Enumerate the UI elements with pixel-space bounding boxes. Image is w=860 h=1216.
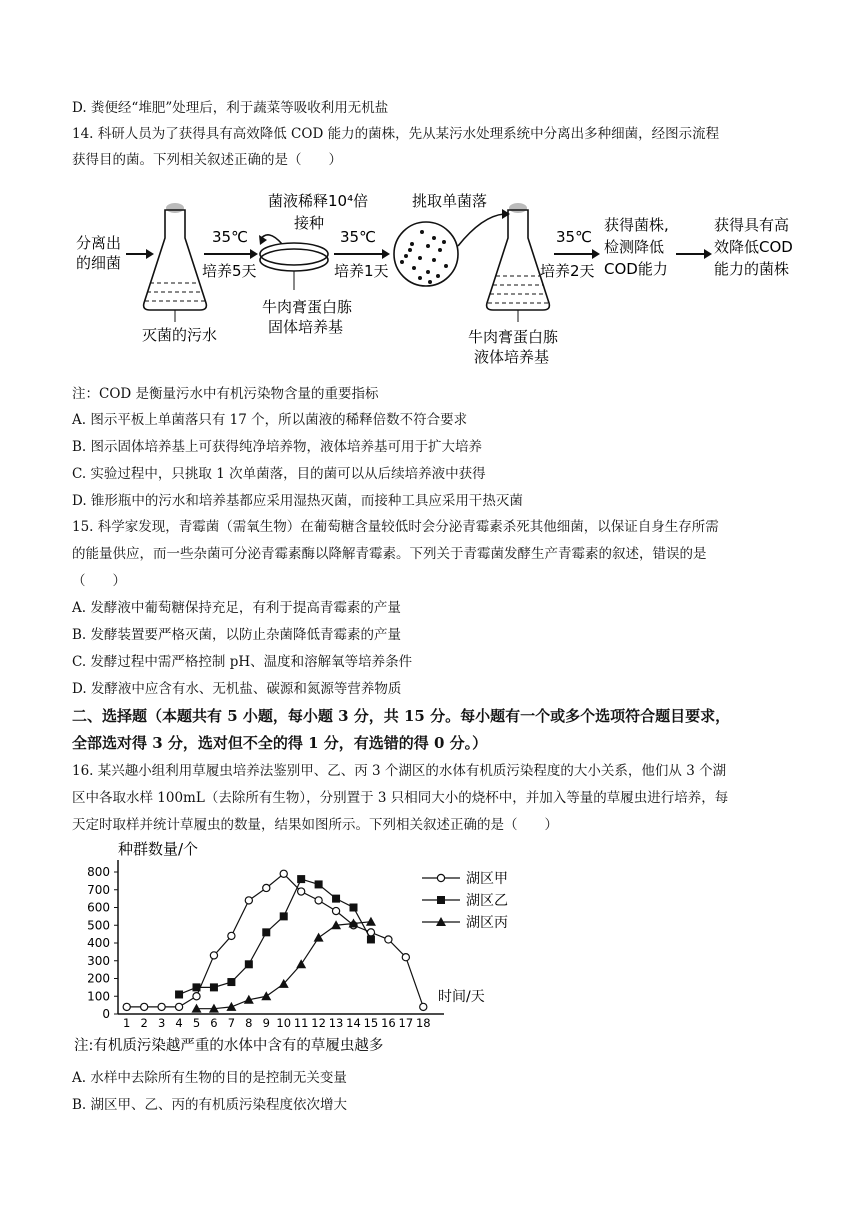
q14-note: 注：COD 是衡量污水中有机污染物含量的重要指标 — [72, 386, 379, 402]
y-tick-label: 700 — [87, 882, 110, 897]
start-label-line2: 的细菌 — [76, 254, 122, 272]
chart-legend — [422, 871, 508, 931]
chart-note: 注:有机质污染越严重的水体中含有的草履虫越多 — [74, 1038, 384, 1054]
legend-marker — [437, 896, 445, 904]
chart-xlabel: 时间/天 — [438, 989, 485, 1005]
y-tick-label: 800 — [87, 865, 110, 879]
data-point — [123, 1003, 130, 1010]
data-point — [350, 904, 358, 912]
x-tick-label: 11 — [293, 1016, 309, 1030]
q14-option-c: C. 实验过程中，只挑取 1 次单菌落，目的菌可以从后续培养液中获得 — [72, 466, 486, 482]
result-2-line1: 获得具有高 — [714, 216, 790, 234]
result-2-line2: 效降低COD — [714, 238, 793, 256]
chart-ylabel: 种群数量/个 — [118, 840, 199, 858]
x-tick-label: 9 — [262, 1016, 270, 1030]
x-tick-label: 7 — [227, 1016, 236, 1030]
x-tick-label: 14 — [346, 1016, 361, 1030]
x-tick-label: 18 — [415, 1016, 431, 1030]
x-tick-label: 8 — [245, 1016, 253, 1030]
step-3-temp: 35℃ — [556, 228, 592, 246]
data-point — [262, 928, 270, 936]
q16-option-b: B. 湖区甲、乙、丙的有机质污染程度依次增大 — [72, 1097, 348, 1113]
data-point — [366, 917, 376, 926]
q15-option-c: C. 发酵过程中需严格控制 pH、温度和溶解氧等培养条件 — [72, 654, 413, 670]
pick-colony-label: 挑取单菌落 — [412, 192, 488, 210]
series-3 — [192, 917, 376, 1013]
q14-option-b: B. 图示固体培养基上可获得纯净培养物，液体培养基可用于扩大培养 — [72, 439, 483, 455]
data-point — [227, 978, 235, 986]
dilution-label-line2: 接种 — [294, 214, 325, 232]
data-point — [420, 1003, 427, 1010]
x-tick-label: 12 — [311, 1016, 326, 1030]
flask-2-label-line2: 液体培养基 — [474, 348, 550, 366]
series-line — [179, 879, 371, 994]
x-tick-label: 15 — [363, 1016, 379, 1030]
data-point — [226, 1002, 236, 1011]
data-point — [332, 895, 340, 903]
colony-plate-icon — [394, 222, 458, 286]
data-point — [193, 983, 201, 991]
data-point — [297, 875, 305, 883]
q15-option-b: B. 发酵装置要严格灭菌，以防止杂菌降低青霉素的产量 — [72, 627, 402, 643]
data-point — [228, 932, 235, 939]
dilution-label-line1: 菌液稀释10⁴倍 — [268, 192, 369, 210]
result-1-line3: COD能力 — [604, 260, 668, 278]
data-point — [332, 907, 339, 914]
data-point — [367, 935, 375, 943]
flask-1-label: 灭菌的污水 — [142, 326, 218, 344]
step-2-temp: 35℃ — [340, 228, 376, 246]
q15-option-d: D. 发酵液中应含有水、无机盐、碳源和氮源等营养物质 — [72, 681, 402, 697]
transfer-arrow — [458, 214, 504, 246]
data-point — [210, 983, 218, 991]
q14-option-a: A. 图示平板上单菌落只有 17 个，所以菌液的稀释倍数不符合要求 — [72, 412, 468, 428]
x-tick-label: 6 — [210, 1016, 218, 1030]
q14-option-d: D. 锥形瓶中的污水和培养基都应采用湿热灭菌，而接种工具应采用干热灭菌 — [72, 493, 523, 509]
data-point — [245, 960, 253, 968]
q16-stem-line2: 区中各取水样 100mL（去除所有生物），分别置于 3 只相同大小的烧杯中，并加入等量的草履虫进行培养，每 — [72, 790, 729, 806]
plate-label-line2: 固体培养基 — [268, 318, 344, 336]
flask-1-icon — [144, 203, 207, 322]
q15-stem-line3: （ ） — [72, 573, 126, 589]
chart-series — [123, 870, 427, 1013]
q14-stem-line1: 14. 科研人员为了获得具有高效降低 COD 能力的菌株，先从某污水处理系统中分离出多种细菌，经图示流程 — [72, 126, 720, 142]
data-point — [402, 954, 409, 961]
chart-axes — [118, 860, 444, 1014]
series-2 — [175, 875, 375, 998]
step-2-time: 培养1天 — [334, 262, 389, 280]
series-line — [127, 874, 424, 1007]
legend-label: 湖区乙 — [466, 893, 508, 909]
step-1-temp: 35℃ — [212, 228, 248, 246]
data-point — [315, 897, 322, 904]
x-tick-label: 16 — [381, 1016, 396, 1030]
data-point — [193, 993, 200, 1000]
chart-y-ticks — [87, 865, 118, 1021]
q13-option-d: D. 粪便经“堆肥”处理后，利于蔬菜等吸收利用无机盐 — [72, 100, 389, 116]
step-1-time: 培养5天 — [202, 262, 257, 280]
plate-label-line1: 牛肉膏蛋白胨 — [262, 298, 353, 316]
q14-stem-line2: 获得目的菌。下列相关叙述正确的是（ ） — [72, 152, 342, 168]
y-tick-label: 600 — [87, 900, 110, 915]
x-tick-label: 4 — [175, 1016, 183, 1030]
q15-stem-line2: 的能量供应，而一些杂菌可分泌青霉素酶以降解青霉素。下列关于青霉菌发酵生产青霉素的叙述，错误的是 — [72, 546, 707, 562]
data-point — [280, 912, 288, 920]
start-label-line1: 分离出 — [76, 234, 122, 252]
step-3-time: 培养2天 — [540, 262, 595, 280]
chart-x-ticks — [123, 1016, 431, 1030]
data-point — [314, 933, 324, 942]
data-point — [263, 884, 270, 891]
x-tick-label: 3 — [157, 1016, 166, 1030]
series-line — [197, 922, 371, 1009]
y-tick-label: 300 — [87, 953, 110, 968]
y-tick-label: 200 — [87, 971, 110, 986]
data-point — [158, 1003, 165, 1010]
y-tick-label: 500 — [87, 918, 110, 933]
x-tick-label: 1 — [123, 1016, 131, 1030]
y-tick-label: 0 — [102, 1007, 110, 1021]
section-2-heading-line1: 二、选择题（本题共有 5 小题，每小题 3 分，共 15 分。每小题有一个或多个选项符合题目要求， — [72, 707, 731, 725]
data-point — [296, 959, 306, 968]
data-point — [141, 1003, 148, 1010]
data-point — [280, 870, 287, 877]
x-tick-label: 5 — [192, 1016, 201, 1030]
experiment-flow-diagram — [72, 188, 812, 368]
x-tick-label: 10 — [276, 1016, 292, 1030]
x-tick-label: 17 — [398, 1016, 414, 1030]
data-point — [261, 991, 271, 1000]
petri-dish-icon — [260, 243, 328, 290]
q16-stem-line3: 天定时取样并统计草履虫的数量，结果如图所示。下列相关叙述正确的是（ ） — [72, 817, 558, 833]
y-tick-label: 400 — [87, 936, 110, 950]
data-point — [385, 936, 392, 943]
result-1-line2: 检测降低 — [604, 238, 665, 256]
result-2-line3: 能力的菌株 — [714, 260, 790, 278]
q16-stem-line1: 16. 某兴趣小组利用草履虫培养法鉴别甲、乙、丙 3 个湖区的水体有机质污染程度的大小关系，他们从 3 个湖 — [72, 763, 727, 779]
q15-stem-line1: 15. 科学家发现，青霉菌（需氧生物）在葡萄糖含量较低时会分泌青霉素杀死其他细菌，以保证自身生存所需 — [72, 519, 719, 535]
data-point — [298, 888, 305, 895]
data-point — [175, 990, 183, 998]
population-line-chart — [72, 838, 532, 1058]
data-point — [315, 880, 323, 888]
x-tick-label: 13 — [328, 1016, 344, 1030]
data-point — [175, 1003, 182, 1010]
x-tick-label: 2 — [140, 1016, 148, 1030]
arrow-1-head — [146, 249, 154, 259]
data-point — [245, 897, 252, 904]
legend-label: 湖区丙 — [466, 915, 508, 931]
data-point — [210, 952, 217, 959]
section-2-heading-line2: 全部选对得 3 分，选对但不全的得 1 分，有选错的得 0 分。） — [72, 734, 488, 752]
q15-option-a: A. 发酵液中葡萄糖保持充足，有利于提高青霉素的产量 — [72, 600, 401, 616]
flask-2-label-line1: 牛肉膏蛋白胨 — [468, 328, 559, 346]
q16-option-a: A. 水样中去除所有生物的目的是控制无关变量 — [72, 1070, 347, 1086]
legend-marker — [437, 874, 444, 881]
y-tick-label: 100 — [87, 989, 110, 1004]
result-1-line1: 获得菌株, — [604, 216, 669, 234]
legend-label: 湖区甲 — [466, 871, 508, 887]
